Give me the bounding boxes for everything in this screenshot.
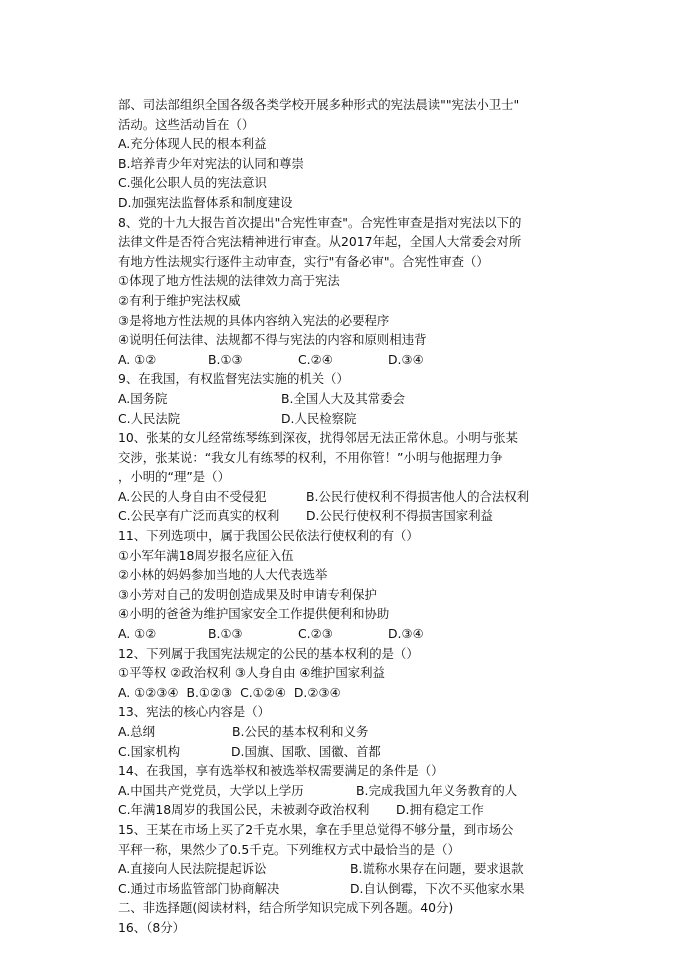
q10-choice-d: D.公民行使权利不得损害国家利益: [306, 508, 493, 524]
q11-item-1: ①小军年满18周岁报名应征入伍: [118, 547, 294, 563]
q14-choice-c: C.年满18周岁的我国公民，未被剥夺政治权利: [118, 802, 370, 818]
q10-choice-c: C.公民享有广泛而真实的权利: [118, 508, 280, 524]
q9-choice-c: C.人民法院: [118, 410, 181, 426]
q13-choice-b: B.公民的基本权利和义务: [232, 724, 369, 739]
q15-choice-b: B.谎称水果存在问题，要求退款: [350, 861, 524, 877]
q9-choice-d: D.人民检察院: [281, 410, 357, 426]
q8-stem-3: 有地方性法规实行逐件主动审查，实行"有备必审"。合宪性审查（）: [118, 253, 489, 269]
q11-item-4: ④小明的爸爸为维护国家安全工作提供便利和协助: [118, 606, 390, 622]
q10-stem-1: 10、张某的女儿经常练琴练到深夜，扰得邻居无法正常休息。小明与张某: [118, 430, 518, 446]
q13-choice-d: D.国旗、国歌、国徽、首都: [231, 743, 381, 759]
q13-choice-a: A.总纲: [118, 724, 155, 739]
intro-line-2: 活动。这些活动旨在（）: [118, 116, 255, 132]
q9-choices-row-1: [118, 389, 568, 409]
q10-choice-b: B.公民行使权利不得损害他人的合法权利: [306, 488, 530, 504]
q10-choice-a: A.公民的人身自由不受侵犯: [118, 488, 267, 504]
q11-choice-d: D.③④: [388, 626, 424, 642]
q11-stem: 11、下列选项中，属于我国公民依法行使权利的有（）: [118, 528, 419, 544]
q9-choice-b: B.全国人大及其常委会: [281, 390, 405, 406]
q8-choice-d: D.③④: [388, 351, 424, 367]
q14-stem: 14、在我国，享有选举权和被选举权需要满足的条件是（）: [118, 763, 444, 779]
q12-choices: A. ①②③④ B.①②③ C.①②④ D.②③④: [118, 684, 341, 700]
q16-heading: 16、（8分）: [118, 919, 186, 935]
intro-option-b: B.培养青少年对宪法的认同和尊崇: [118, 155, 304, 171]
intro-option-c: C.强化公职人员的宪法意识: [118, 175, 267, 191]
q14-choices-row-1: [118, 781, 568, 801]
q8-item-4: ④说明任何法律、法规都不得与宪法的内容和原则相违背: [118, 332, 427, 348]
q11-choice-b: B.①③: [208, 626, 243, 642]
q8-stem-1: 8、党的十九大报告首次提出"合宪性审查"。合宪性审查是指对宪法以下的: [118, 214, 522, 230]
intro-option-a: A.充分体现人民的根本利益: [118, 136, 267, 152]
q11-choice-c: C.②③: [298, 626, 333, 642]
q14-choice-d: D.拥有稳定工作: [396, 802, 484, 818]
q15-choice-a: A.直接向人民法院提起诉讼: [118, 861, 267, 877]
q8-stem-2: 法律文件是否符合宪法精神进行审查。从2017年起，全国人大常委会对所: [118, 234, 522, 250]
q11-item-2: ②小林的妈妈参加当地的人大代表选举: [118, 567, 328, 583]
q10-choices-row-1: [118, 487, 568, 507]
q8-choice-b: B.①③: [208, 351, 243, 367]
q11-choices: [118, 624, 568, 644]
q10-stem-3: ，小明的“理”是（）: [118, 469, 230, 485]
q14-choice-b: B.完成我国九年义务教育的人: [356, 782, 518, 798]
q9-choices-row-2: [118, 409, 568, 429]
q9-stem: 9、在我国，有权监督宪法实施的机关（）: [118, 371, 349, 387]
section-2-heading: 二、非选择题(阅读材料，结合所学知识完成下列各题。40分): [118, 900, 454, 916]
q13-choice-c: C.国家机构: [118, 743, 181, 759]
q10-stem-2: 交涉，张某说：“我女儿有练琴的权利，不用你管！”小明与他据理力争: [118, 449, 503, 465]
q15-stem-1: 15、王某在市场上买了2千克水果，拿在手里总觉得不够分量，到市场公: [118, 821, 514, 837]
q13-stem: 13、宪法的核心内容是（）: [118, 704, 271, 720]
q12-items: ①平等权 ②政治权利 ③人身自由 ④维护国家利益: [118, 665, 385, 681]
q15-choices-row-2: [118, 879, 568, 899]
q9-choice-a: A.国务院: [118, 390, 168, 406]
q15-choices-row-1: [118, 859, 568, 879]
q8-item-1: ①体现了地方性法规的法律效力高于宪法: [118, 273, 340, 289]
q15-choice-c: C.通过市场监管部门协商解决: [118, 880, 280, 896]
q15-choice-d: D.自认倒霉，下次不买他家水果: [350, 880, 525, 896]
q11-choice-a: A. ①②: [118, 626, 157, 642]
q8-choices: [118, 350, 568, 370]
q8-choice-c: C.②④: [298, 351, 333, 367]
q8-item-2: ②有利于维护宪法权威: [118, 292, 241, 308]
q14-choice-a: A.中国共产党党员，大学以上学历: [118, 782, 304, 798]
q8-item-3: ③是将地方性法规的具体内容纳入宪法的必要程序: [118, 312, 390, 328]
q13-choices-row-1: [118, 722, 568, 742]
q10-choices-row-2: [118, 506, 568, 526]
q15-stem-2: 平秤一称，果然少了0.5千克。下列维权方式中最恰当的是（）: [118, 841, 460, 857]
intro-option-d: D.加强宪法监督体系和制度建设: [118, 194, 293, 210]
q14-choices-row-2: [118, 800, 568, 820]
q13-choices-row-2: [118, 742, 568, 762]
exam-page: [118, 95, 568, 938]
q11-item-3: ③小芳对自己的发明创造成果及时申请专利保护: [118, 586, 377, 602]
intro-line-1: 部、司法部组织全国各级各类学校开展多种形式的宪法晨读""宪法小卫士": [118, 97, 520, 112]
q8-choice-a: A. ①②: [118, 351, 157, 367]
q12-stem: 12、下列属于我国宪法规定的公民的基本权利的是（）: [118, 645, 419, 661]
